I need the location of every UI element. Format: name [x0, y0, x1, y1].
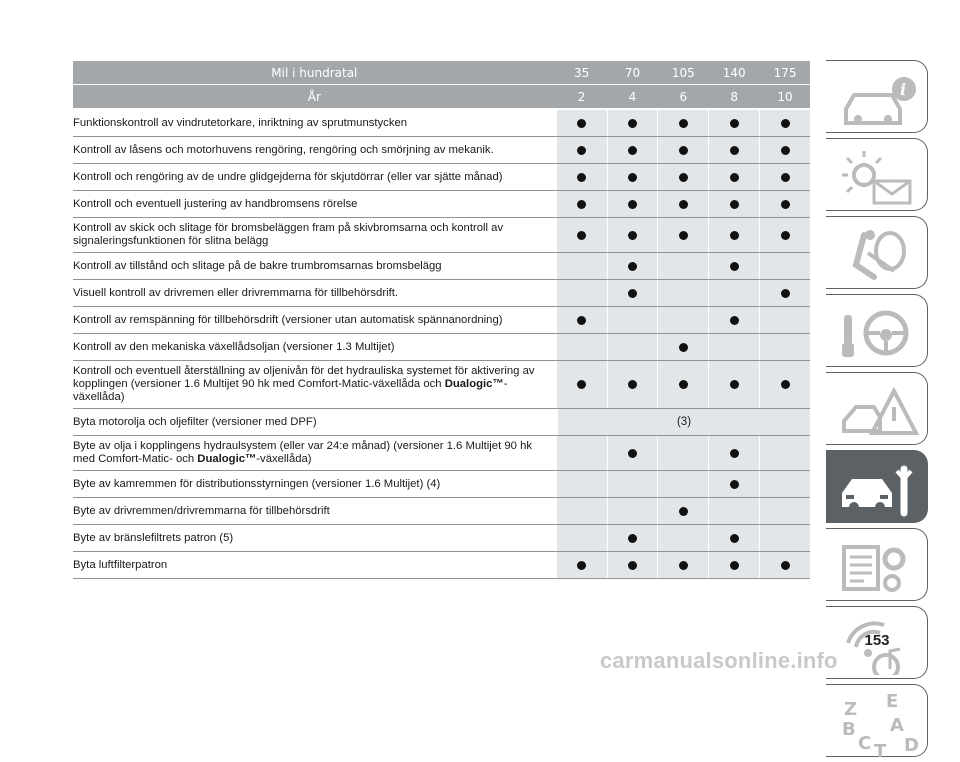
page-number: 153	[864, 632, 890, 649]
interval-cell	[709, 552, 759, 578]
check-dot	[628, 449, 637, 458]
interval-cell	[608, 361, 658, 408]
interval-cell	[557, 525, 607, 551]
table-row	[73, 409, 810, 436]
interval-cell	[557, 552, 607, 578]
check-dot	[679, 200, 688, 209]
interval-cell	[658, 110, 708, 136]
table-row	[73, 525, 810, 552]
header-years-value: 10	[777, 89, 793, 104]
row-text-bold: Dualogic™	[444, 378, 504, 390]
interval-cell	[760, 164, 810, 190]
check-dot	[730, 480, 739, 489]
check-dot	[730, 449, 739, 458]
check-dot	[730, 534, 739, 543]
interval-cell	[557, 280, 607, 306]
header-mileage-value: 140	[722, 65, 746, 80]
row-text	[73, 440, 550, 466]
row-description: Visuell kontroll av drivremen eller drivremmarna för tillbehörsdrift.	[73, 286, 399, 299]
check-dot	[628, 561, 637, 570]
row-description: Kontroll och rengöring av de undre glidgejderna för skjutdörrar (eller var sjätte månad)	[73, 170, 503, 183]
header-years-value: 2	[577, 89, 586, 104]
interval-cell	[608, 164, 658, 190]
row-description: Kontroll av tillstånd och slitage på de bakre trumbromsarnas bromsbelägg	[73, 259, 442, 272]
row-description: Kontroll av skick och slitage för bromsbeläggen fram på skivbromsarna och kontroll av signaleringsfunktionen för slitna belägg	[73, 222, 504, 247]
row-description: Kontroll av den mekaniska växellådsoljan (versioner 1.3 Multijet)	[73, 340, 395, 353]
interval-cell	[608, 137, 658, 163]
interval-cell	[608, 218, 658, 252]
car-info-icon	[834, 69, 924, 129]
row-description: Funktionskontroll av vindrutetorkare, inriktning av sprutmunstycken	[73, 116, 408, 129]
interval-cell	[557, 164, 607, 190]
row-description: Byta motorolja och oljefilter (versioner med DPF)	[73, 415, 317, 428]
index-letter: T	[874, 741, 887, 759]
header-years-value: 4	[628, 89, 637, 104]
interval-cell	[760, 436, 810, 470]
check-dot	[781, 289, 790, 298]
table-row	[73, 191, 810, 218]
interval-cell	[658, 334, 708, 360]
interval-cell	[658, 361, 708, 408]
table-row	[73, 361, 810, 409]
interval-cell	[760, 361, 810, 408]
interval-cell	[658, 307, 708, 333]
header-years-value: 8	[730, 89, 739, 104]
check-dot	[679, 507, 688, 516]
key-steering-wheel-icon	[834, 303, 924, 363]
row-text-part: -växellåda)	[73, 378, 508, 403]
interval-cell	[709, 280, 759, 306]
check-dot	[730, 200, 739, 209]
check-dot	[628, 173, 637, 182]
header-mileage-value: 105	[671, 65, 695, 80]
interval-cell	[760, 191, 810, 217]
interval-cell	[709, 525, 759, 551]
interval-cell	[658, 525, 708, 551]
interval-cell	[608, 436, 658, 470]
table-row	[73, 218, 810, 253]
interval-cell	[557, 436, 607, 470]
interval-cell	[557, 253, 607, 279]
airbag-seat-icon	[834, 225, 924, 285]
table-row	[73, 498, 810, 525]
check-dot	[577, 200, 586, 209]
check-dot	[628, 289, 637, 298]
interval-cell	[760, 110, 810, 136]
index-letter: Z	[844, 699, 858, 720]
check-dot	[577, 316, 586, 325]
check-dot	[628, 119, 637, 128]
interval-cell	[557, 307, 607, 333]
check-dot	[577, 380, 586, 389]
interval-cell	[760, 334, 810, 360]
check-dot	[730, 561, 739, 570]
check-dot	[628, 534, 637, 543]
table-row	[73, 137, 810, 164]
check-dot	[730, 380, 739, 389]
interval-cell	[658, 552, 708, 578]
interval-cell	[658, 218, 708, 252]
check-dot	[730, 173, 739, 182]
row-description: Byte av kamremmen för distributionsstyrningen (versioner 1.6 Multijet) (4)	[73, 477, 441, 490]
interval-cell	[709, 191, 759, 217]
chapter-tab[interactable]	[826, 60, 928, 133]
interval-cell	[608, 471, 658, 497]
row-description	[73, 436, 556, 470]
maintenance-table	[73, 61, 810, 579]
row-note: (3)	[558, 409, 810, 435]
check-dot	[628, 146, 637, 155]
index-letter: B	[842, 719, 856, 740]
chapter-tab[interactable]	[826, 528, 928, 601]
check-dot	[730, 231, 739, 240]
check-dot	[781, 231, 790, 240]
car-wrench-icon	[834, 459, 924, 519]
chapter-tab[interactable]	[826, 684, 928, 757]
interval-cell	[557, 361, 607, 408]
check-dot	[781, 119, 790, 128]
interval-cell	[557, 110, 607, 136]
check-dot	[679, 561, 688, 570]
table-row	[73, 552, 810, 579]
table-row	[73, 471, 810, 498]
interval-cell	[760, 137, 810, 163]
interval-cell	[658, 137, 708, 163]
check-dot	[781, 561, 790, 570]
table-row	[73, 307, 810, 334]
interval-cell	[608, 334, 658, 360]
check-dot	[628, 231, 637, 240]
interval-cell	[709, 498, 759, 524]
header-mileage-value: 35	[573, 65, 590, 80]
interval-cell	[658, 253, 708, 279]
interval-cell	[760, 552, 810, 578]
check-dot	[730, 262, 739, 271]
interval-cell	[557, 334, 607, 360]
check-dot	[577, 173, 586, 182]
row-description: Kontroll av låsens och motorhuvens rengöring, rengöring och smörjning av mekanik.	[73, 143, 494, 156]
check-dot	[577, 561, 586, 570]
header-mileage-label: Mil i hundratal	[271, 65, 358, 80]
interval-cell	[557, 498, 607, 524]
interval-cell	[608, 552, 658, 578]
interval-cell	[709, 164, 759, 190]
interval-cell	[658, 164, 708, 190]
check-dot	[628, 262, 637, 271]
check-dot	[730, 316, 739, 325]
interval-cell	[709, 436, 759, 470]
row-text-bold: Dualogic™	[197, 453, 257, 465]
interval-cell	[608, 498, 658, 524]
interval-cell	[709, 253, 759, 279]
check-dot	[679, 343, 688, 352]
index-letter: E	[886, 693, 899, 712]
table-row	[73, 110, 810, 137]
row-description: Kontroll och eventuell justering av handbromsens rörelse	[73, 197, 358, 210]
interval-cell	[658, 280, 708, 306]
interval-cell	[760, 253, 810, 279]
interval-cell	[658, 498, 708, 524]
check-dot	[781, 173, 790, 182]
check-dot	[781, 380, 790, 389]
check-dot	[679, 119, 688, 128]
table-row	[73, 436, 810, 471]
chapter-tab[interactable]	[826, 216, 928, 289]
interval-cell	[709, 471, 759, 497]
check-dot	[679, 231, 688, 240]
interval-cell	[760, 280, 810, 306]
interval-cell	[709, 334, 759, 360]
table-row	[73, 164, 810, 191]
check-dot	[628, 200, 637, 209]
table-row	[73, 334, 810, 361]
chapter-tab[interactable]	[826, 138, 928, 211]
interval-cell	[760, 218, 810, 252]
row-description: Byta luftfilterpatron	[73, 558, 168, 571]
warning-light-message-icon	[834, 147, 924, 207]
header-years-value: 6	[679, 89, 688, 104]
check-dot	[679, 146, 688, 155]
specifications-gears-icon	[834, 537, 924, 597]
chapter-sidebar	[826, 60, 928, 762]
row-text-part: Byte av olja i kopplingens hydraulsystem (eller var 24:e månad) (versioner 1.6 Multijet 90 hk med Comfort-Matic- och	[73, 440, 532, 465]
chapter-tab[interactable]	[826, 294, 928, 367]
interval-cell	[658, 191, 708, 217]
svg-text:i: i	[900, 80, 907, 99]
check-dot	[730, 119, 739, 128]
interval-cell	[608, 525, 658, 551]
emergency-triangle-icon	[834, 381, 924, 441]
check-dot	[781, 200, 790, 209]
watermark: carmanualsonline.info	[600, 648, 838, 673]
check-dot	[577, 231, 586, 240]
header-mileage-value: 70	[624, 65, 641, 80]
interval-cell	[608, 110, 658, 136]
interval-cell	[760, 471, 810, 497]
check-dot	[781, 146, 790, 155]
interval-cell	[709, 218, 759, 252]
row-text-part: -växellåda)	[256, 453, 312, 465]
interval-cell	[557, 218, 607, 252]
interval-cell	[608, 280, 658, 306]
index-letter: A	[890, 715, 904, 736]
interval-cell	[709, 361, 759, 408]
interval-cell	[557, 137, 607, 163]
row-text	[73, 365, 550, 404]
row-description: Kontroll av remspänning för tillbehörsdrift (versioner utan automatisk spännanordning)	[73, 313, 503, 326]
interval-cell	[709, 307, 759, 333]
table-row	[73, 253, 810, 280]
check-dot	[679, 173, 688, 182]
check-dot	[577, 146, 586, 155]
check-dot	[577, 119, 586, 128]
table-row	[73, 280, 810, 307]
index-letter: D	[904, 735, 919, 756]
interval-cell	[608, 191, 658, 217]
interval-cell	[658, 436, 708, 470]
index-letter: C	[858, 733, 872, 754]
interval-cell	[608, 253, 658, 279]
header-mileage-value: 175	[773, 65, 797, 80]
interval-cell	[760, 498, 810, 524]
alphabetical-index-icon	[834, 693, 924, 759]
row-description	[73, 361, 556, 408]
interval-cell	[709, 137, 759, 163]
interval-cell	[557, 191, 607, 217]
interval-cell	[608, 307, 658, 333]
check-dot	[628, 380, 637, 389]
chapter-tab[interactable]	[826, 372, 928, 445]
row-text-part: Kontroll och eventuell återställning av oljenivån för det hydrauliska systemet för aktivering av kopplingen (versioner 1.6 Multijet 90 hk med Comfort-Matic-växellåda och	[73, 365, 535, 390]
interval-cell	[709, 110, 759, 136]
interval-cell	[658, 471, 708, 497]
header-mileage-row	[73, 61, 810, 84]
interval-cell	[760, 525, 810, 551]
chapter-tab[interactable]	[826, 450, 928, 523]
check-dot	[730, 146, 739, 155]
maintenance-rows	[73, 110, 810, 579]
row-description: Byte av drivremmen/drivremmarna för tillbehörsdrift	[73, 504, 330, 517]
interval-cell	[760, 307, 810, 333]
row-description: Byte av bränslefiltrets patron (5)	[73, 531, 234, 544]
interval-cell	[557, 471, 607, 497]
header-years-row	[73, 85, 810, 108]
check-dot	[679, 380, 688, 389]
header-years-label: År	[307, 89, 321, 104]
